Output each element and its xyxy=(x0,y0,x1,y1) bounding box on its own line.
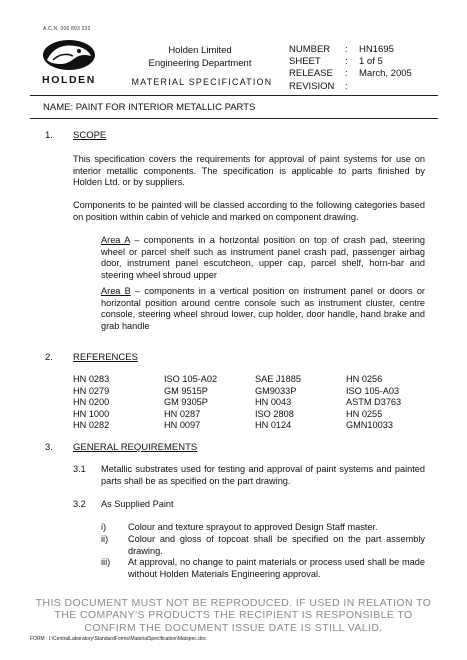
section-title-references: REFERENCES xyxy=(73,352,138,363)
list-item-number: i) xyxy=(101,522,107,532)
list-item-text: Colour and gloss of topcoat shall be specified on the part assembly drawing. xyxy=(128,534,425,556)
header-divider xyxy=(30,95,438,96)
meta-value: March, 2005 xyxy=(359,68,412,80)
meta-label: RELEASE xyxy=(289,68,333,80)
meta-row-sheet xyxy=(289,56,412,68)
reference-item: HN 0282 xyxy=(73,420,110,430)
scope-paragraph-2: Components to be painted will be classed according to the following categories based on position within cabin of vehicle and marked on component drawing. xyxy=(73,200,425,222)
meta-value: 1 of 5 xyxy=(359,56,383,68)
scope-paragraph-1: This specification covers the requirements for approval of paint systems for use on interior metallic components. The specification is applicable to parts finished by Holden Ltd. or by suppliers. xyxy=(73,154,425,188)
notice-line-2: THE COMPANY'S PRODUCTS THE RECIPIENT IS RESPONSIBLE TO xyxy=(54,609,413,622)
subsection-number-3-2: 3.2 xyxy=(73,499,86,509)
area-b-label: Area B xyxy=(101,286,131,296)
notice-line-1: THIS DOCUMENT MUST NOT BE REPRODUCED. IF USED IN RELATION TO xyxy=(35,597,432,609)
meta-row-revision xyxy=(289,81,412,93)
reference-item: GM 9515P xyxy=(164,385,208,396)
scope-area-b xyxy=(101,286,425,333)
holden-wordmark: HOLDEN xyxy=(42,74,96,86)
form-path: FORM : I:\CentralLaboratory\StandardForms\MaterialSpecification\Matspec.doc xyxy=(30,636,207,642)
meta-colon: : xyxy=(345,56,348,68)
reproduction-notice xyxy=(20,597,447,634)
meta-colon: : xyxy=(345,44,348,55)
meta-row-number xyxy=(289,44,412,56)
reference-item: HN 0279 xyxy=(73,385,110,396)
reference-item: GMN10033 xyxy=(346,420,393,430)
area-a-text: – components in a horizontal position on top of crash pad, steering wheel or parcel shelf such as instrument panel crash pad, passenger airbag door, instrument panel escutcheon, upper cap, parcel shelf, horn-bar and steering wheel shroud upper xyxy=(101,235,426,281)
section-number-general: 3. xyxy=(45,442,53,453)
list-item-number: iii) xyxy=(101,557,111,567)
reference-item: HN 0200 xyxy=(73,397,110,407)
reference-item: ASTM D3763 xyxy=(346,397,402,407)
reference-item: GM 9305P xyxy=(164,397,208,407)
section-title-scope: SCOPE xyxy=(73,130,107,141)
meta-colon: : xyxy=(345,80,348,92)
section-number-scope: 1. xyxy=(45,130,53,141)
reference-item: HN 0043 xyxy=(255,397,292,407)
meta-row-release xyxy=(289,68,412,80)
reference-item: HN 0283 xyxy=(73,374,110,384)
reference-item: HN 0124 xyxy=(255,420,292,430)
meta-label: NUMBER xyxy=(289,44,331,55)
company-block xyxy=(145,44,255,70)
subsection-title-3-2: As Supplied Paint xyxy=(101,499,174,509)
reference-item: ISO 105-A02 xyxy=(164,374,218,384)
references-grid xyxy=(73,374,437,432)
meta-label: REVISION xyxy=(289,80,335,92)
list-item-text: At approval, no change to paint materials or process used shall be made without Holden Materials Engineering approval. xyxy=(128,557,425,579)
meta-value: HN1695 xyxy=(359,44,394,55)
reference-item: ISO 2808 xyxy=(255,408,294,419)
reference-item: HN 0287 xyxy=(164,408,201,419)
section-title-general: GENERAL REQUIREMENTS xyxy=(73,442,198,453)
list-item-text: Colour and texture sprayout to approved Design Staff master. xyxy=(128,522,378,532)
subsection-number-3-1: 3.1 xyxy=(73,464,86,474)
meta-label: SHEET xyxy=(289,56,321,68)
reference-item: SAE J1885 xyxy=(255,374,301,384)
section-number-references: 2. xyxy=(45,352,53,363)
company-name: Holden Limited xyxy=(168,45,232,56)
notice-line-3: CONFIRM THE DOCUMENT ISSUE DATE IS STILL VALID. xyxy=(84,621,383,634)
reference-item: HN 1000 xyxy=(73,408,110,419)
area-b-text: – components in a vertical position on instrument panel or doors or horizontal position around centre console such as instrument cluster, centre console, steering wheel shroud lower, cup holder, door handle, hand brake and grab handle xyxy=(101,286,425,332)
spec-title: MATERIAL SPECIFICATION xyxy=(131,77,273,87)
reference-item: ISO 105-A03 xyxy=(346,385,400,396)
meta-colon: : xyxy=(345,68,348,80)
name-divider xyxy=(30,118,438,119)
area-a-label: Area A xyxy=(101,235,130,245)
department-name: Engineering Department xyxy=(148,58,252,69)
reference-item: HN 0256 xyxy=(346,374,383,384)
reference-item: HN 0255 xyxy=(346,408,383,419)
reference-item: HN 0097 xyxy=(164,420,201,430)
subsection-text-3-1: Metallic substrates used for testing and approval of paint systems and painted parts shall be as specified on the part drawing. xyxy=(101,464,425,486)
scope-area-a xyxy=(101,235,425,282)
document-name: NAME: PAINT FOR INTERIOR METALLIC PARTS xyxy=(43,102,256,113)
list-item-number: ii) xyxy=(101,534,109,544)
reference-item: GM9033P xyxy=(255,385,297,396)
document-meta xyxy=(289,44,412,93)
acn-number: A.C.N. 006 893 232 xyxy=(43,26,91,32)
